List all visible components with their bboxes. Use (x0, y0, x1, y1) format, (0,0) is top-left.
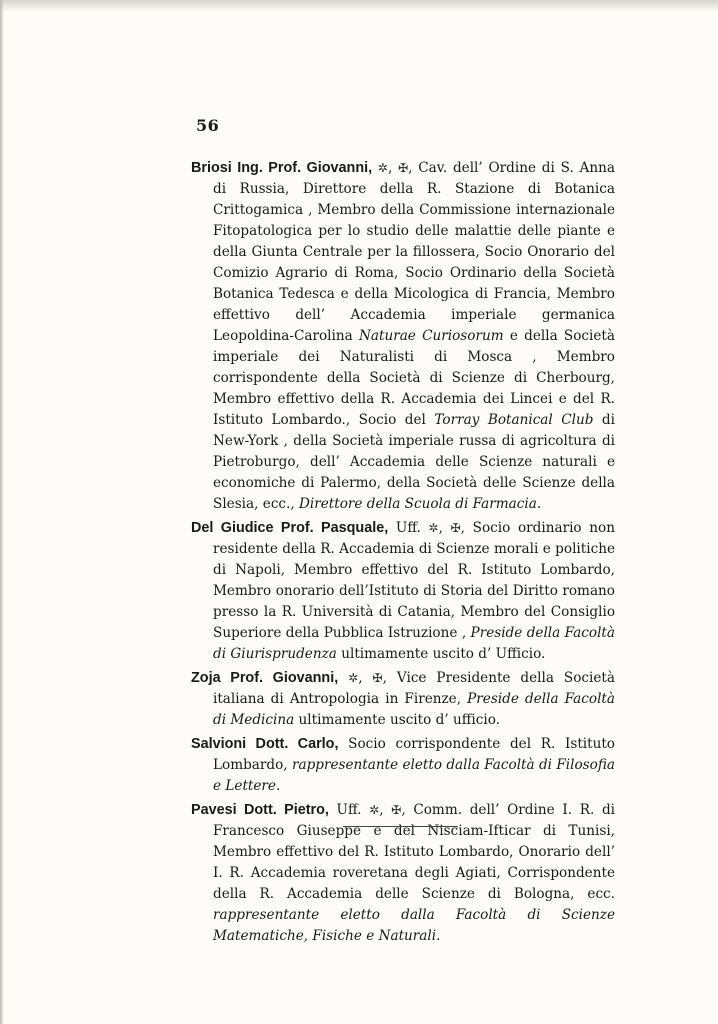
entry-list (191, 158, 615, 950)
entry-separator: , (379, 802, 392, 818)
entry-salvioni (191, 734, 615, 797)
star-decoration-icon: ✲ (369, 803, 380, 817)
entry-text: di New-York , della Società imperiale russa di agricoltura di Pietroburgo, dell’ Accademia delle Scienze naturali e economiche di Palermo, della Società delle Scienze della Slesia, ecc., (213, 412, 615, 512)
entry-name: Zoja Prof. Giovanni, (191, 670, 339, 686)
entry-italic: rappresentante eletto dalla Facoltà di Scienze Matematiche, Fisiche e Naturali. (213, 907, 615, 944)
entry-text: , Comm. dell’ Ordine I. R. di Francesco Giuseppe e del Nisciam-Ifticar di Tunisi, Membro effettivo del R. Istituto Lombardo, Onorario dell’ I. R. Accademia roveretana degli Agiati, Corrispondente della R. Accademia delle Scienze di Bologna, ecc. (213, 802, 615, 902)
entry-text: , Vice Presidente della Società italiana di Antropologia in Firenze, (213, 670, 615, 707)
entry-prefix: Uff. (328, 802, 370, 818)
entry-italic: Preside della Facoltà di Giurisprudenza (213, 625, 615, 662)
entry-italic: Direttore della Scuola di Farmacia. (299, 496, 542, 512)
entry-text: e della Società imperiale dei Naturalisti di Mosca , Membro corrispondente della Società di Scienze di Cherbourg, Membro effettivo della R. Accademia dei Lincei e del R. Istituto Lombardo., Socio del (213, 328, 615, 428)
scan-edge-left (0, 0, 4, 1024)
cross-decoration-icon: ✠ (391, 803, 402, 817)
entry-text: Socio corrispondente del R. Istituto Lombardo, (213, 736, 615, 773)
star-decoration-icon: ✲ (377, 161, 388, 175)
cross-decoration-icon: ✠ (450, 521, 461, 535)
star-decoration-icon: ✲ (428, 521, 439, 535)
entry-name: Del Giudice Prof. Pasquale, (191, 520, 389, 536)
entry-italic: Preside della Facoltà di Medicina (213, 691, 615, 728)
entry-separator: , (358, 670, 373, 686)
entry-name: Briosi Ing. Prof. Giovanni, (191, 160, 373, 176)
entry-text: ultimamente uscito d’ ufficio. (294, 712, 500, 728)
entry-text: ultimamente uscito d’ Ufficio. (336, 646, 546, 662)
scan-edge-top (0, 0, 718, 12)
entry-name: Salvioni Dott. Carlo, (191, 736, 339, 752)
closing-rule (343, 826, 458, 827)
cross-decoration-icon: ✠ (372, 671, 383, 685)
entry-separator: , (438, 520, 451, 536)
entry-text: , Socio ordinario non residente della R. Accademia di Scienze morali e politiche di Napoli, Membro effettivo del R. Istituto Lombardo, Membro onorario dell’Istituto di Storia del Diritto romano presso la R. Università di Catania, Membro del Consiglio Superiore della Pubblica Istruzione , (213, 520, 615, 641)
entry-separator: , (387, 160, 399, 176)
entry-italic: Naturae Curiosorum (358, 328, 504, 344)
entry-del-giudice (191, 518, 615, 665)
entry-prefix: Uff. (388, 520, 429, 536)
entry-text: , Cav. dell’ Ordine di S. Anna di Russia, Direttore della R. Stazione di Botanica Crittogamica , Membro della Commissione internazionale Fitopatologica per lo studio delle malattie delle piante e della Giunta Centrale per la fillossera, Socio Onorario del Comizio Agrario di Roma, Socio Ordinario della Società Botanica Tedesca e della Micologica di Francia, Membro effettivo dell’ Accademia imperiale germanica Leopoldina-Carolina (213, 160, 615, 344)
entry-zoja (191, 668, 615, 731)
star-decoration-icon: ✲ (348, 671, 359, 685)
cross-decoration-icon: ✠ (398, 161, 409, 175)
entry-italic: rappresentante eletto dalla Facoltà di Filosofia e Lettere. (213, 757, 616, 794)
entry-name: Pavesi Dott. Pietro, (191, 802, 329, 818)
page-number: 56 (196, 116, 220, 135)
entry-pavesi (191, 800, 615, 947)
entry-italic: Torray Botanical Club (434, 412, 594, 428)
entry-briosi (191, 158, 615, 515)
